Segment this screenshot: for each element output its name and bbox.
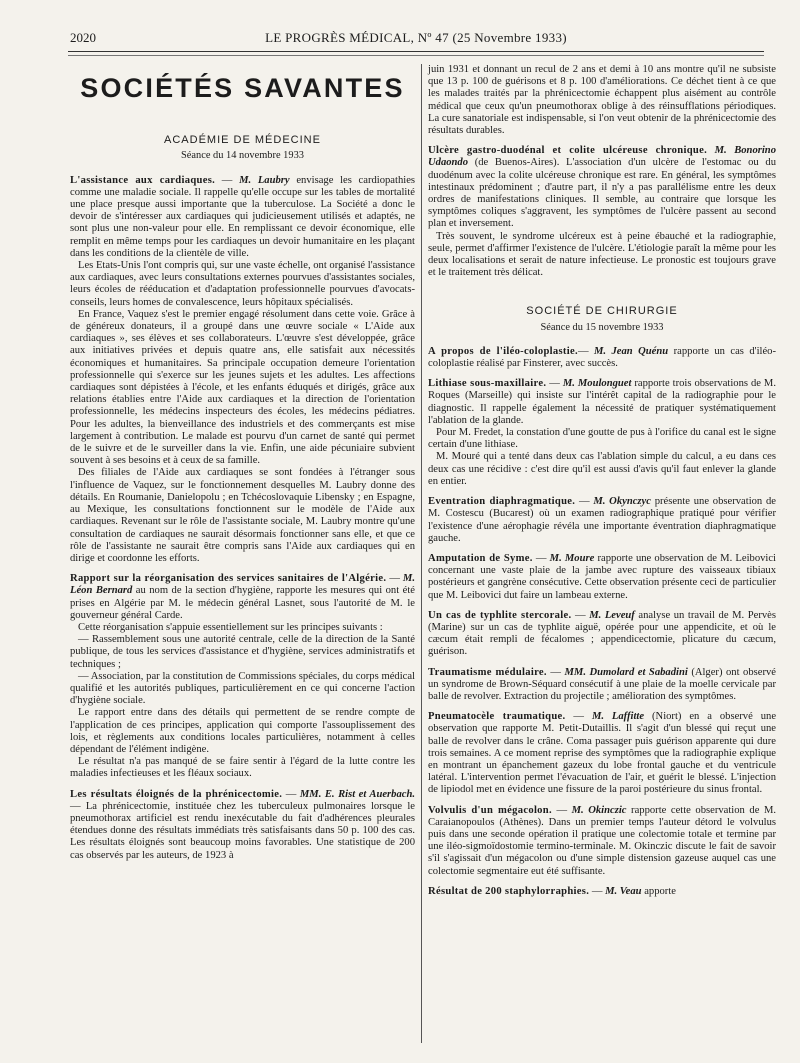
left-column <box>70 64 415 862</box>
article-paragraph: Rapport sur la réorganisation des services sanitaires de l'Algérie. — M. Léon Bernard au nom de la section d'hygiène, rapporte les mesures qui ont été prises en Algérie par M. le médecin général Lasnet, sous l'autorité de M. le gouverneur général Carde. <box>70 573 415 621</box>
article-paragraph: L'assistance aux cardiaques. — M. Laubry envisage les cardiopathies comme une maladie sociale. Il rappelle qu'elle occupe sur les tables de mortalité une place presque aussi importante que la tuberculose. La Société a donc le devoir de s'intéresser aux cardiaques qui judicieusement utilisés et adaptés, ne sont plus une non-valeur pour elle. En remplissant ce devoir économique, elle remplit en même temps pour les cardiaques un devoir humanitaire en les plaçant dans les conditions de la clientèle de ville. <box>70 174 416 259</box>
page-number: 2020 <box>70 30 96 45</box>
article-paragraph: Les Etats-Unis l'ont compris qui, sur une vaste échelle, ont organisé l'assistance aux cardiaques, avec leurs consultations externes pourvues d'assistantes sociales, leurs écoles de rééducation et d'adaptation professionnelle pourvues d'avocats-conseils, leurs homes de convalescence, leurs hôpitaux spécialisés. <box>70 260 415 308</box>
article-text: (Niort) en a observé une observation que rapporte M. Petit-Dutaillis. Il s'agit d'un blessé qui reçut une balle de revolver dans le crâne. Coma passager puis guérison apparente qui dure trois semaines. A ce moment reprise des symptômes que la radiographie explique en montrant un épanchement gazeux du lobe frontal gauche et du ventricule latéral. L'intervention permet l'évacuation de l'air, et guérit le blessé. L'injection de lipiodol met en évidence une fissure de la paroi postérieure du sinus frontal. <box>428 711 777 796</box>
article-author: MM. E. Rist et Auerbach. <box>299 788 416 800</box>
article-author: M. Moulonguet <box>562 378 632 390</box>
article-text: La phrénicectomie, instituée chez les tuberculeux pulmonaires lorsque le pneumothorax artificiel est rendu inexécutable du fait d'adhérences pleurales étendues donne des résultats immédiats très satisfaisants dans 50 p. 100 des cas. Les résultats éloignés sont beaucoup moins favorables. Une statistique de 200 cas observés par les auteurs, de 1923 à <box>70 800 415 861</box>
article-text: présente une observation de M. Costescu (Bucarest) où un examen radiographique pratiqué pour vérifier l'existence d'une aérophagie révéla une importante éventration diaphragmatique gauche. <box>428 496 776 544</box>
article-text: rapporte une observation de M. Leibovici concernant une vaste plaie de la jambe avec rupture des vaisseaux tibiaux postérieurs et gangrène consécutive. Cette observation présente ceci de particulier que M. Leibovici dut faire un lambeau externe. <box>428 552 776 601</box>
session-date: Séance du 14 novembre 1933 <box>181 150 304 162</box>
article-title: Lithiase sous-maxillaire. <box>428 378 547 390</box>
article-title: Amputation de Syme. <box>428 552 533 564</box>
article-text: rapporte trois observations de M. Roques (Marseille) qui insiste sur l'intérêt capital de la radiographie pour le diagnostic. Il rappelle également la nécessité de pratiquer systématiquement l'ablation de la glande. <box>428 378 776 426</box>
article-text: rapporte cette observation de M. Caraianopoulos (Athènes). Dans un premier temps l'auteur détord le volvulus puis dans une seconde opération il pratique une colectomie totale et termine par une iléo-sigmoïdostomie termino-terminale. M. Okinczic discute le fait de savoir s'il s'agissait d'un mégacolon ou d'une simple distension gazeuse auquel cas une colectomie segmentaire eut été suffisante. <box>428 804 777 877</box>
article-paragraph: Amputation de Syme. — M. Moure rapporte une observation de M. Leibovici concernant une vaste plaie de la jambe avec rupture des vaisseaux tibiaux postérieurs et gangrène consécutive. Cette observation présente ceci de particulier que M. Leibovici dut faire un lambeau externe. <box>428 552 776 601</box>
article-paragraph <box>428 145 776 230</box>
surgery-heading: SOCIÉTÉ DE CHIRURGIE <box>526 305 678 318</box>
article-title: Traumatisme médulaire. <box>428 666 547 678</box>
article-paragraph: Très souvent, le syndrome ulcéreux est à peine ébauché et la radiographie, seule, permet d'affirmer l'existence de l'ulcère. L'étiologie paraît la même pour les deux localisations et serait de nature infectieuse. Le pronostic est toujours grave et le traitement très délicat. <box>428 230 776 279</box>
article-paragraph: Un cas de typhlite stercorale. — M. Leveuf analyse un travail de M. Pervès (Marine) sur un cas de typhlite aiguë, opérée pour une appendicite, et où le cæcum était rempli de fécalomes ; appendicectomie, plicature du cæcum, guérison. <box>428 609 776 658</box>
article-title: Eventration diaphragmatique. <box>428 496 576 508</box>
article-title: Pneumatocèle traumatique. <box>428 711 566 723</box>
article-author: M. Laffitte <box>591 711 645 723</box>
article-paragraph: — Association, par la constitution de Commissions spéciales, du corps médical qualifié et les autorités publiques, particulièrement en ce qui concerne l'action d'hygiène sociale. <box>70 670 415 707</box>
article-author: M. Leveuf <box>589 609 635 621</box>
article-author: M. Okynczyc <box>593 496 651 508</box>
article-title: A propos de l'iléo-coloplastie. <box>428 345 578 357</box>
section-title: SOCIÉTÉS SAVANTES <box>80 73 405 103</box>
column-divider <box>421 64 422 1043</box>
article-paragraph: Pneumatocèle traumatique. — M. Laffitte (Niort) en a observé une observation que rapporte M. Petit-Dutaillis. Il s'agit d'un blessé qui reçut une balle de revolver dans le crâne. Coma passager puis guérison apparente qui dure trois semaines. A ce moment reprise des symptômes que la radiographie explique en montrant un épanchement gazeux du lobe frontal gauche et du ventricule latéral. L'intervention permet l'évacuation de l'air, et guérit le blessé. L'injection de lipiodol met en évidence une fissure de la paroi postérieure du sinus frontal. <box>428 711 777 796</box>
article-text: rapporte un cas d'iléo-coloplastie réalisé par Finsterer, avec succès. <box>428 345 776 370</box>
article-author: M. Léon Bernard <box>70 573 415 597</box>
article-author: M. Laubry <box>239 174 290 186</box>
article-text: analyse un travail de M. Pervès (Marine) sur un cas de typhlite aiguë, opérée pour une appendicite, et où le cæcum était rempli de fécalomes ; appendicectomie, plicature du cæcum, guérison. <box>428 609 776 658</box>
article-paragraph: Pour M. Fredet, la constation d'une goutte de pus à l'orifice du canal est le signe certain d'une lithiase. <box>428 427 776 451</box>
article-paragraph: Cette réorganisation s'appuie essentiellement sur les principes suivants : <box>78 621 383 633</box>
article-paragraph: Le rapport entre dans des détails qui permettent de se rendre compte de l'application de ces principes, application qui comporte l'assouplissement des lois, et règlements aux conditions locales particulières, notamment à celles dépendant de l'élément indigène. <box>70 707 415 755</box>
article-title: Un cas de typhlite stercorale. <box>428 609 572 621</box>
running-title: LE PROGRÈS MÉDICAL, Nº 47 (25 Novembre 1933) <box>265 30 567 45</box>
article-paragraph: Volvulis d'un mégacolon. — M. Okinczic rapporte cette observation de M. Caraianopoulos (Athènes). Dans un premier temps l'auteur détord le volvulus puis dans une seconde opération il pratique une colectomie totale et termine par une iléo-sigmoïdostomie termino-terminale. M. Okinczic discute le fait de savoir s'il s'agissait d'un mégacolon ou d'une simple distension gazeuse auquel cas une colectomie segmentaire eut été suffisante. <box>428 804 777 877</box>
article-author: MM. Dumolard et Sabadini <box>564 666 688 678</box>
article-title: Rapport sur la réorganisation des services sanitaires de l'Algérie. <box>70 573 387 585</box>
article-paragraph: Les résultats éloignés de la phrénicectomie. — MM. E. Rist et Auerbach. — La phrénicectomie, instituée chez les tuberculeux pulmonaires lorsque le pneumothorax artificiel est rendu inexécutable du fait d'adhérences pleurales étendues donne des résultats immédiats très satisfaisants dans 50 p. 100 des cas. Les résultats éloignés sont beaucoup moins favorables. Une statistique de 200 cas observés par les auteurs, de 1923 à <box>70 788 416 861</box>
article-text: envisage les cardiopathies comme une maladie sociale. Il rappelle qu'elle occupe sur les tables de mortalité une place presque aussi importante que la tuberculose. La Société a donc le devoir de s'intéresser aux cardiaques qui judicieusement utilisés et adaptés, ne sont plus une non-valeur pour elle. En remplissant ce devoir économique, elle remplit en même temps pour les cardiaques un devoir humanitaire en les plaçant dans les conditions de la clientèle de ville. <box>70 174 416 259</box>
surgery-session: Séance du 15 novembre 1933 <box>540 321 664 333</box>
article-paragraph: Des filiales de l'Aide aux cardiaques se sont fondées à l'étranger sous l'influence de Vaquez, sur le fonctionnement desquelles M. Laubry donne des détails. En Roumanie, Danielopolu ; en Tchécoslovaquie Libensky ; en Espagne, au Mexique, les consultations fonctionnent sur le modèle de l'Aide aux cardiaques. Revenant sur le rôle de l'assistante sociale, M. Laubry montre qu'une consultation de cardiaques ne saurait désormais fonctionner sans elle, et que ce rôle de l'assistante ne saurait être compris sans l'Aide aux cardiaques qui en dirige et coordonne les efforts. <box>70 467 415 564</box>
article-paragraph: — Rassemblement sous une autorité centrale, celle de la direction de la Santé publique, de tous les services d'assistance et d'hygiène, services administratifs et techniques ; <box>70 634 415 670</box>
right-column <box>428 64 776 898</box>
article-paragraph: Lithiase sous-maxillaire. — M. Moulonguet rapporte trois observations de M. Roques (Marseille) qui insiste sur l'intérêt capital de la radiographie pour le diagnostic. Il rappelle également la nécessité de pratiquer systématiquement l'ablation de la glande. <box>428 378 776 426</box>
article-paragraph: A propos de l'iléo-coloplastie.— M. Jean Quénu rapporte un cas d'iléo-coloplastie réalisé par Finsterer, avec succès. <box>428 345 776 370</box>
article-paragraph: Eventration diaphragmatique. — M. Okynczyc présente une observation de M. Costescu (Bucarest) où un examen radiographique pratiqué pour vérifier l'existence d'une aérophagie révéla une importante éventration diaphragmatique gauche. <box>428 496 776 544</box>
article-title: Résultat de 200 staphylorraphies. <box>428 885 590 897</box>
article-title: Volvulis d'un mégacolon. <box>428 804 552 816</box>
article-title: L'assistance aux cardiaques. <box>70 174 216 186</box>
article-author: M. Okinczic <box>571 804 627 816</box>
article-title: Les résultats éloignés de la phrénicectomie. <box>70 788 283 800</box>
academy-session <box>70 150 415 162</box>
article-author: M. Moure <box>549 552 595 564</box>
article-paragraph: Le résultat n'a pas manqué de se faire sentir à l'égard de la lutte contre les maladies infectieuses et les fléaux sociaux. <box>70 756 415 780</box>
article-paragraph: juin 1931 et donnant un recul de 2 ans et demi à 10 ans montre qu'il ne subsiste que 13 p. 100 de guérisons et 8 p. 100 d'améliorations. Ce déchet tient à ce que les malades traités par la phrénicectomie échappent plus aisément au contrôle médical que ceux qu'un pneumothorax oblige à des réinsufflations périodiques. La cure sanatoriale est indispensable, si l'on veut obtenir de la phrénicectomie des résultats durables. <box>428 64 776 137</box>
header-rule-secondary <box>68 55 764 56</box>
article-paragraph: En France, Vaquez s'est le premier engagé résolument dans cette voie. Grâce à de généreux donateurs, il a groupé dans une œuvre sociale « L'Aide aux cardiaques », ses élèves et ses collaborateurs. L'œuvre s'est développée, grâce aux initiatives privées et depuis quatre ans, elle satisfait aux nécessités économiques et humanitaires. Sa principale occupation demeure l'orientation professionnelle qui s'exerce sur les jeunes sujets et les adultes. Les affections cardiaques sont dépistées à l'école, et les enfants éduqués et dirigés, grâce aux relations établies entre l'Aide aux cardiaques et la direction de l'orientation professionnelle, les médecins inspecteurs des écoles, les médecins pédiatres. Pour les adultes, la bienveillance des industriels et des commerçants est mise largement à contribution. Le malade est pourvu d'un carnet de santé qui permet de le suivre et de le surveiller dans la vie. Enfin, une aide pécuniaire subvient souvent à ses besoins et à ceux de sa famille. <box>70 308 415 467</box>
article-title: Ulcère gastro-duodénal et colite ulcéreuse chronique. <box>428 145 708 157</box>
article-paragraph: Résultat de 200 staphylorraphies. — M. Veau apporte <box>428 885 676 897</box>
academy-heading: ACADÉMIE DE MÉDECINE <box>164 134 321 147</box>
article-author: M. Bonorino Udaondo <box>428 145 777 169</box>
article-paragraph: M. Mouré qui a tenté dans deux cas l'ablation simple du calcul, a eu dans ces deux cas une récidive : c'est dire qu'il est aussi d'avis qu'il faut enlever la glande en entier. <box>428 451 776 487</box>
article-text: (Alger) ont observé un syndrome de Brown-Séquard consécutif à une plaie de la moelle cervicale par balle de revolver. Extraction du projectile ; amélioration des symptômes. <box>428 666 776 702</box>
article-text: (de Buenos-Aires). L'association d'un ulcère de l'estomac ou du duodénum avec la colite ulcéreuse chronique est rare. En général, les symptômes intestinaux prédominent ; d'autre part, il n'y a pas parallélisme entre les deux ordres de manifestations cliniques. Il semble, au contraire que lorsque les symptômes coliques s'aggravent, les symptômes de l'ulcère passent au second plan et inversement. <box>428 157 776 230</box>
article-author: M. Jean Quénu <box>593 345 669 357</box>
article-text: au nom de la section d'hygiène, rapporte les mesures qui ont été prises en Algérie par M. le médecin général Lasnet, sous l'autorité de M. le gouverneur général Carde. <box>70 585 415 621</box>
article-author: M. Veau <box>605 885 642 897</box>
running-header <box>70 30 762 50</box>
article-paragraph: Traumatisme médulaire. — MM. Dumolard et Sabadini (Alger) ont observé un syndrome de Brown-Séquard consécutif à une plaie de la moelle cervicale par balle de revolver. Extraction du projectile ; amélioration des symptômes. <box>428 666 776 702</box>
header-rule <box>68 51 764 52</box>
article-text: apporte <box>644 885 676 897</box>
